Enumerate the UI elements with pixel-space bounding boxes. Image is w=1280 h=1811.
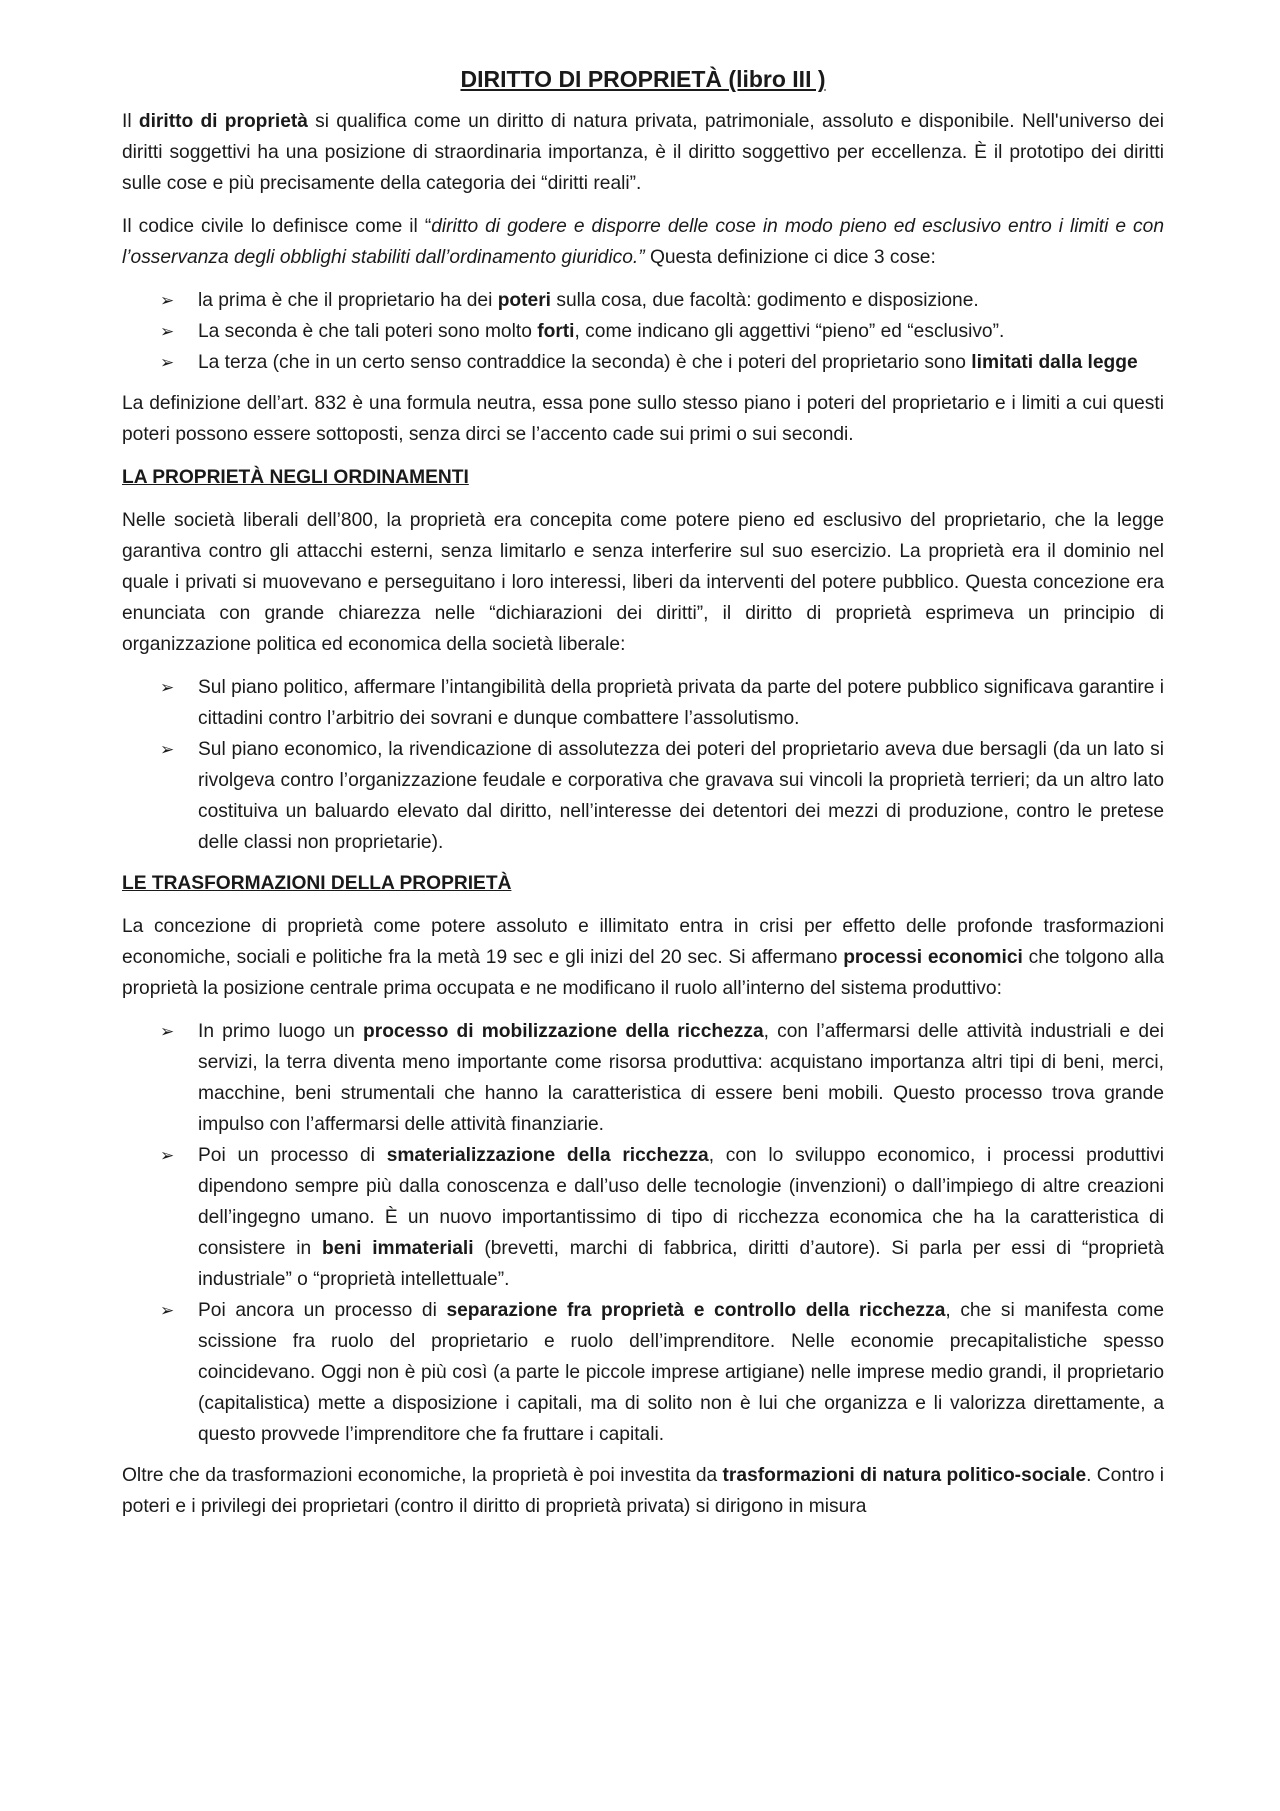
bold-term: processo di mobilizzazione della ricchezza: [363, 1021, 764, 1042]
text: , con l’affermarsi delle attività industriali e dei servizi, la terra diventa meno importante come risorsa produttiva: acquistano importanza altri tipi di beni, merci, macchine, beni strumentali che hanno la caratteristica di essere beni mobili. Questo processo trova grande impulso con l’affermarsi delle attività finanziarie.: [198, 1021, 1164, 1135]
text: Questa definizione ci dice 3 cose:: [644, 247, 936, 268]
text: La concezione di proprietà come potere assoluto e illimitato entra in crisi per effetto delle profonde trasformazioni economiche, sociali e politiche fra la metà 19 sec e gli inizi del 20 sec. Si affermano: [122, 916, 1164, 968]
arrow-bullet-icon: ➢: [160, 322, 175, 341]
list-item: [122, 347, 1164, 378]
list-item: [122, 672, 1164, 734]
paragraph-art-832: La definizione dell’art. 832 è una formula neutra, essa pone sullo stesso piano i poteri del proprietario e i limiti a cui questi poteri possono essere sottoposti, senza dirci se l’accento cade sui primi o sui secondi.: [122, 393, 1164, 445]
page-title: DIRITTO DI PROPRIETÀ (libro III ): [460, 66, 826, 92]
paragraph-codice-civile: [122, 211, 1164, 273]
text: che tolgono alla proprietà la posizione centrale prima occupata e ne modificano il ruolo all’interno del sistema produttivo:: [122, 947, 1165, 999]
text: Sul piano economico, la rivendicazione di assolutezza dei poteri del proprietario aveva due bersagli (da un lato si rivolgeva contro l’organizzazione feudale e corporativa che gravava sui vincoli la proprietà terrieri; da un altro lato costituiva un baluardo elevato dal diritto, nell’interesse dei detentori dei mezzi di produzione, contro le pretese delle classi non proprietarie).: [198, 739, 1164, 853]
text: Poi ancora un processo di: [198, 1300, 447, 1321]
list-item: [122, 316, 1164, 347]
arrow-bullet-icon: ➢: [160, 740, 175, 759]
arrow-bullet-icon: ➢: [160, 1301, 175, 1320]
bold-term: processi economici: [843, 947, 1023, 968]
text: sulla cosa, due facoltà: godimento e disposizione.: [551, 290, 979, 311]
paragraph-societa-liberali: Nelle società liberali dell’800, la proprietà era concepita come potere pieno ed esclusivo del proprietario, che la legge garantiva contro gli attacchi esterni, senza limitarlo e senza interferire sul suo esercizio. La proprietà era il dominio nel quale i privati si muovevano e perseguitano i loro interessi, liberi da interventi del potere pubblico. Questa concezione era enunciata con grande chiarezza nelle “dichiarazioni dei diritti”, il diritto di proprietà esprimeva un principio di organizzazione politica ed economica della società liberale:: [122, 510, 1164, 655]
bold-term: forti: [537, 321, 575, 342]
section-heading-trasformazioni: LE TRASFORMAZIONI DELLA PROPRIETÀ: [122, 873, 512, 894]
text: Sul piano politico, affermare l’intangibilità della proprietà privata da parte del potere pubblico significava garantire i cittadini contro l’arbitrio dei sovrani e dunque combattere l’assolutismo.: [198, 677, 1164, 729]
list-item: [122, 1140, 1164, 1295]
text: Poi un processo di: [198, 1145, 387, 1166]
text: In primo luogo un: [198, 1021, 364, 1042]
text: Il: [122, 111, 139, 132]
text: , come indicano gli aggettivi “pieno” ed “esclusivo”.: [574, 321, 1005, 342]
paragraph-definition: [122, 106, 1164, 199]
section-heading-ordinamenti: LA PROPRIETÀ NEGLI ORDINAMENTI: [122, 467, 469, 488]
bold-term: separazione fra proprietà e controllo della ricchezza: [446, 1300, 946, 1321]
text: la prima è che il proprietario ha dei: [198, 290, 498, 311]
bold-term: limitati dalla legge: [971, 352, 1138, 373]
text: La terza (che in un certo senso contraddice la seconda) è che i poteri del proprietario sono: [198, 352, 972, 373]
arrow-bullet-icon: ➢: [160, 1022, 175, 1041]
text: , che si manifesta come scissione fra ruolo del proprietario e ruolo dell’imprenditore. Nelle economie precapitalistiche spesso coincidevano. Oggi non è più così (a parte le piccole imprese artigiane) nelle imprese medio grandi, il proprietario (capitalistica) mette a disposizione i capitali, ma di solito non è lui che organizza e li valorizza direttamente, a questo provvede l’imprenditore che fa fruttare i capitali.: [198, 1300, 1164, 1445]
text: , con lo sviluppo economico, i processi produttivi dipendono sempre più dalla conoscenza e dall’uso delle tecnologie (invenzioni) o dall’impiego di altre creazioni dell’ingegno umano. È un nuovo importantissimo di tipo di ricchezza economica che ha la caratteristica di consistere in: [198, 1145, 1164, 1259]
list-item: [122, 734, 1164, 858]
arrow-bullet-icon: ➢: [160, 678, 175, 697]
list-three-things: [122, 285, 1164, 378]
list-item: [122, 1016, 1164, 1140]
list-processi: [122, 1016, 1164, 1450]
text: Il codice civile lo definisce come il “: [122, 216, 432, 237]
arrow-bullet-icon: ➢: [160, 291, 175, 310]
paragraph-crisi: [122, 911, 1164, 1004]
list-item: [122, 1295, 1164, 1450]
list-item: [122, 285, 1164, 316]
list-piani: [122, 672, 1164, 858]
bold-term: smaterializzazione della ricchezza: [386, 1145, 709, 1166]
text: si qualifica come un diritto di natura privata, patrimoniale, assoluto e disponibile. Nell'universo dei diritti soggettivi ha una posizione di straordinaria importanza, è il diritto soggettivo per eccellenza. È il prototipo dei diritti sulle cose e più precisamente della categoria dei “diritti reali”.: [122, 111, 1164, 194]
text: Oltre che da trasformazioni economiche, la proprietà è poi investita da: [122, 1465, 723, 1486]
arrow-bullet-icon: ➢: [160, 1146, 175, 1165]
text: La seconda è che tali poteri sono molto: [198, 321, 538, 342]
text: . Contro i poteri e i privilegi dei proprietari (contro il diritto di proprietà privata) si dirigono in misura: [122, 1465, 1165, 1517]
paragraph-politico-sociale: [122, 1460, 1164, 1522]
bold-term: diritto di proprietà: [138, 111, 308, 132]
text: (brevetti, marchi di fabbrica, diritti d’autore). Si parla per essi di “proprietà industriale” o “proprietà intellettuale”.: [198, 1238, 1165, 1290]
bold-term: beni immateriali: [321, 1238, 474, 1259]
bold-term: trasformazioni di natura politico-sociale: [722, 1465, 1087, 1486]
bold-term: poteri: [497, 290, 552, 311]
arrow-bullet-icon: ➢: [160, 353, 175, 372]
italic-quote: diritto di godere e disporre delle cose in modo pieno ed esclusivo entro i limiti e con l’osservanza degli obblighi stabiliti dall’ordinamento giuridico.”: [122, 216, 1164, 268]
